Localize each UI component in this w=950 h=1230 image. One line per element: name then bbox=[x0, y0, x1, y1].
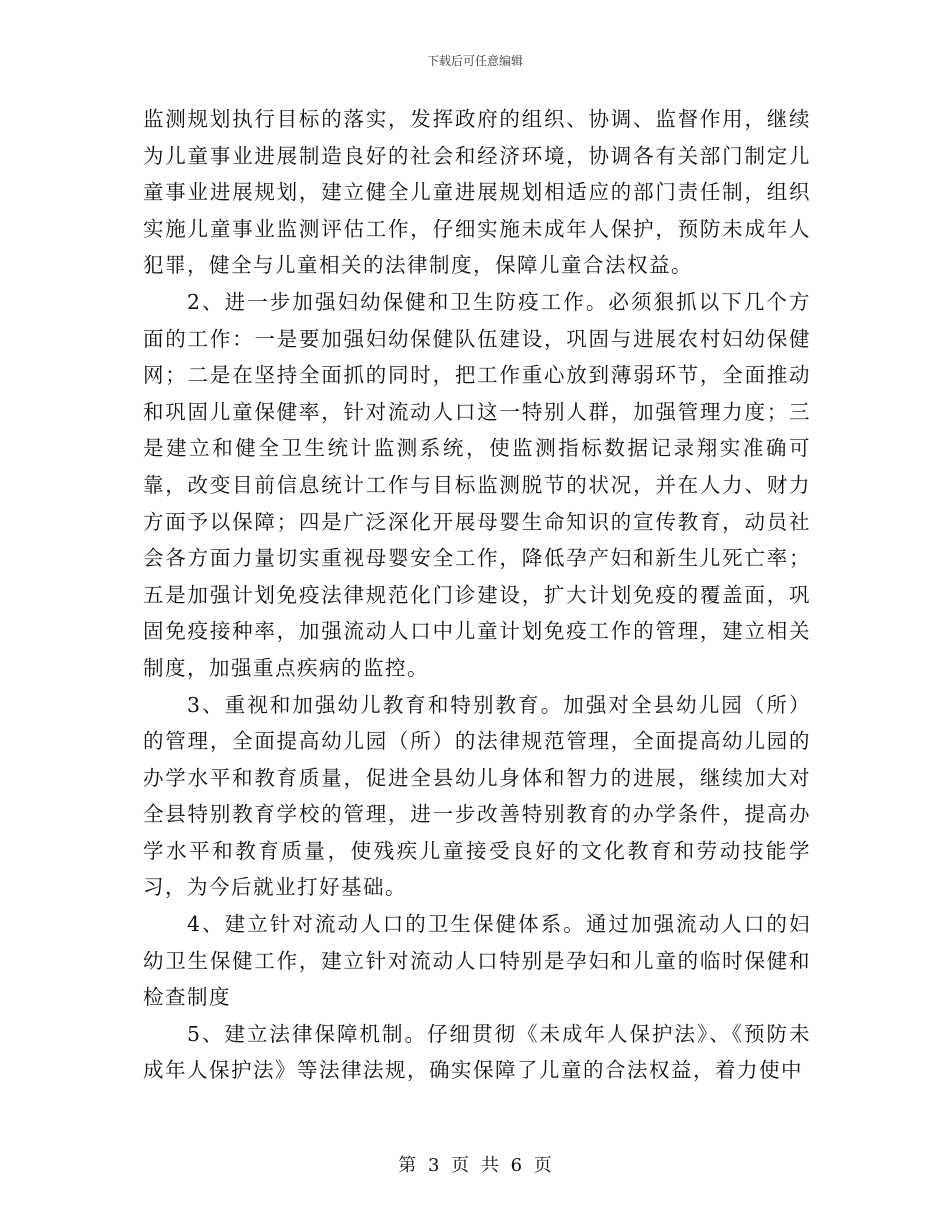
page-header: 下载后可任意编辑 bbox=[426, 54, 523, 68]
paragraph-item-4: 4、建立针对流动人口的卫生保健体系。通过加强流动人口的妇幼卫生保健工作，建立针对流动人口特别是孕妇和儿童的临时保健和检查制度 bbox=[143, 912, 811, 1010]
paragraph-item-5: 5、建立法律保障机制。仔细贯彻《未成年人保护法》、《预防未成年人保护法》等法律法规，确实保障了儿童的合法权益，着力使中 bbox=[143, 1021, 811, 1083]
document-body bbox=[143, 101, 811, 1089]
paragraph-continuation: 监测规划执行目标的落实，发挥政府的组织、协调、监督作用，继续为儿童事业进展制造良好的社会和经济环境，协调各有关部门制定儿童事业进展规划，建立健全儿童进展规划相适应的部门责任制，组织实施儿童事业监测评估工作，仔细实施未成年人保护，预防未成年人犯罪，健全与儿童相关的法律制度，保障儿童合法权益。 bbox=[143, 107, 811, 278]
page-number-footer: 第 3 页 共 6 页 bbox=[398, 1155, 552, 1176]
paragraph-item-2: 2、进一步加强妇幼保健和卫生防疫工作。必须狠抓以下几个方面的工作：一是要加强妇幼保健队伍建设，巩固与进展农村妇幼保健网；二是在坚持全面抓的同时，把工作重心放到薄弱环节，全面推动和巩固儿童保健率，针对流动人口这一特别人群，加强管理力度；三是建立和健全卫生统计监测系统，使监测指标数据记录翔实准确可靠，改变目前信息统计工作与目标监测脱节的状况，并在人力、财力方面予以保障；四是广泛深化开展母婴生命知识的宣传教育，动员社会各方面力量切实重视母婴安全工作，降低孕产妇和新生儿死亡率；五是加强计划免疫法律规范化门诊建设，扩大计划免疫的覆盖面，巩固免疫接种率，加强流动人口中儿童计划免疫工作的管理，建立相关制度，加强重点疾病的监控。 bbox=[143, 289, 811, 680]
paragraph-item-3: 3、重视和加强幼儿教育和特别教育。加强对全县幼儿园（所）的管理，全面提高幼儿园（所）的法律规范管理，全面提高幼儿园的办学水平和教育质量，促进全县幼儿身体和智力的进展，继续加大对全县特别教育学校的管理，进一步改善特别教育的办学条件，提高办学水平和教育质量，使残疾儿童接受良好的文化教育和劳动技能学习，为今后就业打好基础。 bbox=[143, 692, 811, 900]
